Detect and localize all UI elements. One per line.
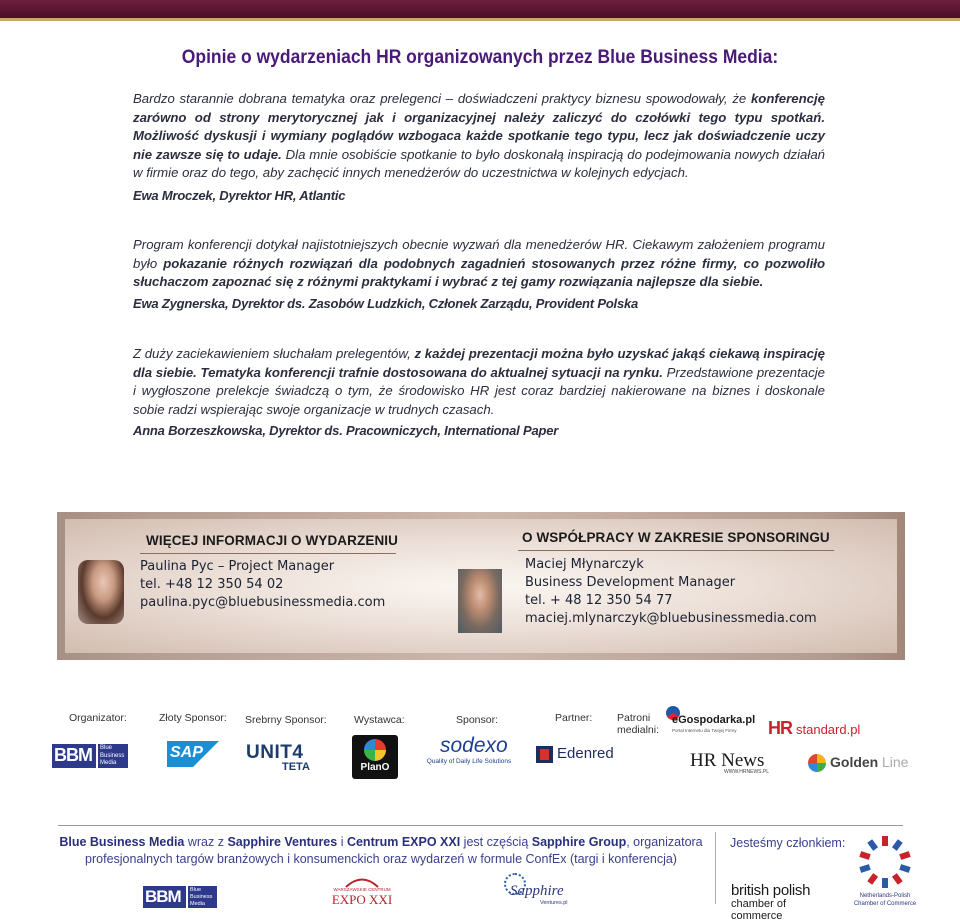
testimonial-3-part-c: Przedstawione prezentacje i wygłoszone prelekcje świadczą o tym, że środowisko HR jest coraz bardziej nakierowane na biznes i doskonale sobie radzi wspierając swoje organizacje w trudnych czasach. (133, 364, 825, 417)
footer-vertical-divider (715, 832, 716, 904)
footer-text-3: jest częścią (460, 835, 532, 849)
edenred-wordmark: Edenred (557, 745, 614, 762)
bpcc-wordmark: british polish (731, 882, 811, 899)
avatar-paulina-pyc (78, 560, 124, 624)
avatar-maciej-mlynarczyk (458, 569, 502, 633)
media-patrons-label: Patroni medialni: (617, 712, 660, 736)
hr-news-logo[interactable] (690, 750, 774, 776)
sapphire-wordmark: Sapphire (510, 883, 564, 899)
testimonial-3-author: Anna Borzeszkowska, Dyrektor ds. Pracowniczych, International Paper (133, 423, 559, 438)
hr-standard-logo[interactable] (768, 718, 864, 740)
expo-wordmark: EXPO XXI (331, 892, 393, 907)
testimonial-1-part-b: konferencję zarówno od strony merytorycznej jak i organizacyjnej należy zaliczyć do czołówki tego typu spotkań. (133, 91, 825, 125)
bbm-wordmark (98, 744, 128, 768)
bbm-mark-icon: BBM (52, 744, 96, 768)
top-gold-line (0, 18, 960, 21)
testimonial-1-part-e: Dla mnie osobiście spotkanie to było doskonałą inspiracją do podejmowania nowych działań w firmie oraz do tego, aby zachęcić innych menedżerów do uczestnictwa w kolejnych edycjach. (133, 146, 825, 180)
npcc-logo[interactable] (852, 834, 918, 910)
sapphire-url: Ventures.pl (540, 900, 568, 906)
testimonial-3-part-b: z każdej prezentacji można było uzyskać jakąś ciekawą inspirację dla siebie. Tematyka konferencji trafnie dostosowana do aktualnej sytuacji na rynku. (133, 346, 825, 380)
footer-bbm-logo[interactable] (143, 886, 217, 908)
plano-wordmark: PlanO (360, 762, 390, 773)
contact-right-name: Maciej Młynarczyk (525, 557, 644, 572)
bbm-word-2: Business (100, 752, 125, 759)
testimonial-1-author: Ewa Mroczek, Dyrektor HR, Atlantic (133, 188, 346, 203)
unit4-wordmark: UNIT4 (246, 742, 304, 763)
sap-wordmark: SAP (170, 744, 203, 761)
contact-left-phone: tel. +48 12 350 54 02 (140, 577, 284, 592)
testimonial-2-part-b: pokazanie różnych rozwiązań dla podobnych zagadnień stosowanych przez różne firmy, co pozwoliło słuchaczom zapoznać się z różnymi praktykami i wybrać z tej gamy rozwiązania najlepsze dla siebie. (133, 255, 825, 289)
footer-statement (58, 834, 704, 868)
npcc-word-1: Netherlands-Polish (859, 893, 911, 899)
footer-bbm-wordmark (188, 886, 217, 908)
contact-left (140, 558, 385, 612)
hr-news-url: WWW.HRNEWS.PL (724, 769, 769, 775)
testimonial-1-part-d: Możliwość dyskusji i wymiany poglądów wzbogaca każde spotkanie tego typu, lecz jak doświadczenie uczy nie zawsze się to udaje. (133, 128, 825, 162)
contact-right-role: Business Development Manager (525, 575, 736, 590)
npcc-wordmark (852, 892, 918, 908)
goldenline-mark-icon (808, 754, 826, 772)
sponsorship-heading: O WSPÓŁPRACY W ZAKRESIE SPONSORINGU (522, 530, 830, 545)
plano-logo[interactable] (352, 735, 398, 779)
egospodarka-logo[interactable] (666, 706, 756, 736)
organizer-label: Organizator: (69, 712, 127, 724)
goldenline-logo[interactable] (808, 752, 920, 774)
testimonial-1-text (133, 90, 825, 183)
goldenline-word-1: Golden (830, 754, 879, 770)
egospodarka-wordmark: eGospodarka.pl (672, 714, 756, 726)
more-info-divider (140, 553, 396, 554)
footer-sapphire-ventures: Sapphire Ventures (227, 835, 338, 849)
blue-business-media-logo[interactable] (52, 744, 128, 768)
hr-standard-mark: HR (768, 718, 792, 738)
testimonial-2-author: Ewa Zygnerska, Dyrektor ds. Zasobów Ludzkich, Członek Zarządu, Provident Polska (133, 296, 639, 311)
testimonial-3-part-a: Z duży zaciekawieniem słuchałam prelegentów, (133, 346, 415, 361)
top-decorative-bar (0, 0, 960, 18)
footer-bbm: Blue Business Media (59, 835, 185, 849)
footer-bbm-word-3: Media (190, 901, 205, 907)
footer-sapphire-group: Sapphire Group (531, 835, 627, 849)
contact-right-email[interactable]: maciej.mlynarczyk@bluebusinessmedia.com (525, 611, 817, 626)
footer-text-1: wraz z (184, 835, 228, 849)
bpcc-subtitle: chamber of commerce (731, 898, 787, 922)
sponsorship-divider (518, 550, 834, 551)
footer-bbm-mark-icon: BBM (143, 886, 186, 908)
unit4-teta-logo[interactable] (246, 742, 316, 774)
egospodarka-tagline: Portal Internetu dla Twojej Firmy (672, 728, 737, 733)
npcc-star-icon (856, 834, 914, 890)
contact-right-phone: tel. + 48 12 350 54 77 (525, 593, 673, 608)
footer-bbm-word-1: Blue (190, 887, 202, 893)
sponsor-label: Sponsor: (456, 714, 499, 726)
footer-bbm-word-2: Business (190, 894, 213, 900)
footer-text-2: i (337, 835, 347, 849)
footer-expo: Centrum EXPO XXI (346, 835, 461, 849)
expo-tagline: WARSZAWSKIE CENTRUM (333, 887, 391, 892)
gold-sponsor-label: Złoty Sponsor: (159, 712, 227, 724)
testimonial-1-part-a: Bardzo starannie dobrana tematyka oraz prelegenci – doświadczeni praktycy biznesu spowodowały, że (133, 91, 751, 106)
partner-label: Partner: (555, 712, 593, 724)
exhibitor-label: Wystawca: (354, 714, 405, 726)
members-label: Jesteśmy członkiem: (730, 836, 846, 850)
expo-xxi-logo[interactable] (330, 876, 394, 908)
sodexo-tagline: Quality of Daily Life Solutions (426, 758, 512, 765)
sap-logo[interactable] (167, 741, 219, 767)
sodexo-logo[interactable] (420, 734, 518, 770)
edenred-red-mark-icon (540, 749, 549, 760)
contact-left-name: Paulina Pyc – Project Manager (140, 559, 335, 574)
contact-left-email[interactable]: paulina.pyc@bluebusinessmedia.com (140, 595, 386, 610)
testimonial-3-text (133, 345, 825, 419)
footer-divider (58, 825, 903, 826)
british-polish-chamber-logo[interactable] (731, 882, 831, 922)
sodexo-wordmark: sodexo (440, 734, 508, 757)
teta-wordmark: TETA (282, 761, 310, 773)
hr-standard-wordmark: standard.pl (796, 722, 861, 737)
edenred-logo[interactable] (536, 745, 618, 765)
bbm-word-3: Media (100, 760, 117, 766)
goldenline-word-2: Line (882, 754, 909, 770)
npcc-word-2: Chamber of Commerce (853, 901, 917, 907)
sapphire-ventures-logo[interactable] (502, 873, 574, 909)
silver-sponsor-label: Srebrny Sponsor: (245, 714, 327, 726)
plano-circle-icon (364, 739, 386, 761)
testimonial-2-text (133, 236, 825, 292)
footer-text-4: , organizatora profesjonalnych targów branżowych i konsumenckich oraz wydarzeń w formule ConfEx (targi i konferencja) (85, 835, 703, 866)
testimonial-2-part-a: Program konferencji dotykał najistotniejszych obecnie wyzwań dla menedżerów HR. Ciekawym założeniem programu było (133, 237, 825, 271)
more-info-heading: WIĘCEJ INFORMACJI O WYDARZENIU (146, 533, 399, 548)
page-title: Opinie o wydarzeniach HR organizowanych przez Blue Business Media: (181, 47, 779, 68)
contact-right (525, 556, 817, 628)
hr-news-wordmark: HR News (690, 750, 765, 771)
bbm-word-1: Blue (100, 745, 113, 751)
